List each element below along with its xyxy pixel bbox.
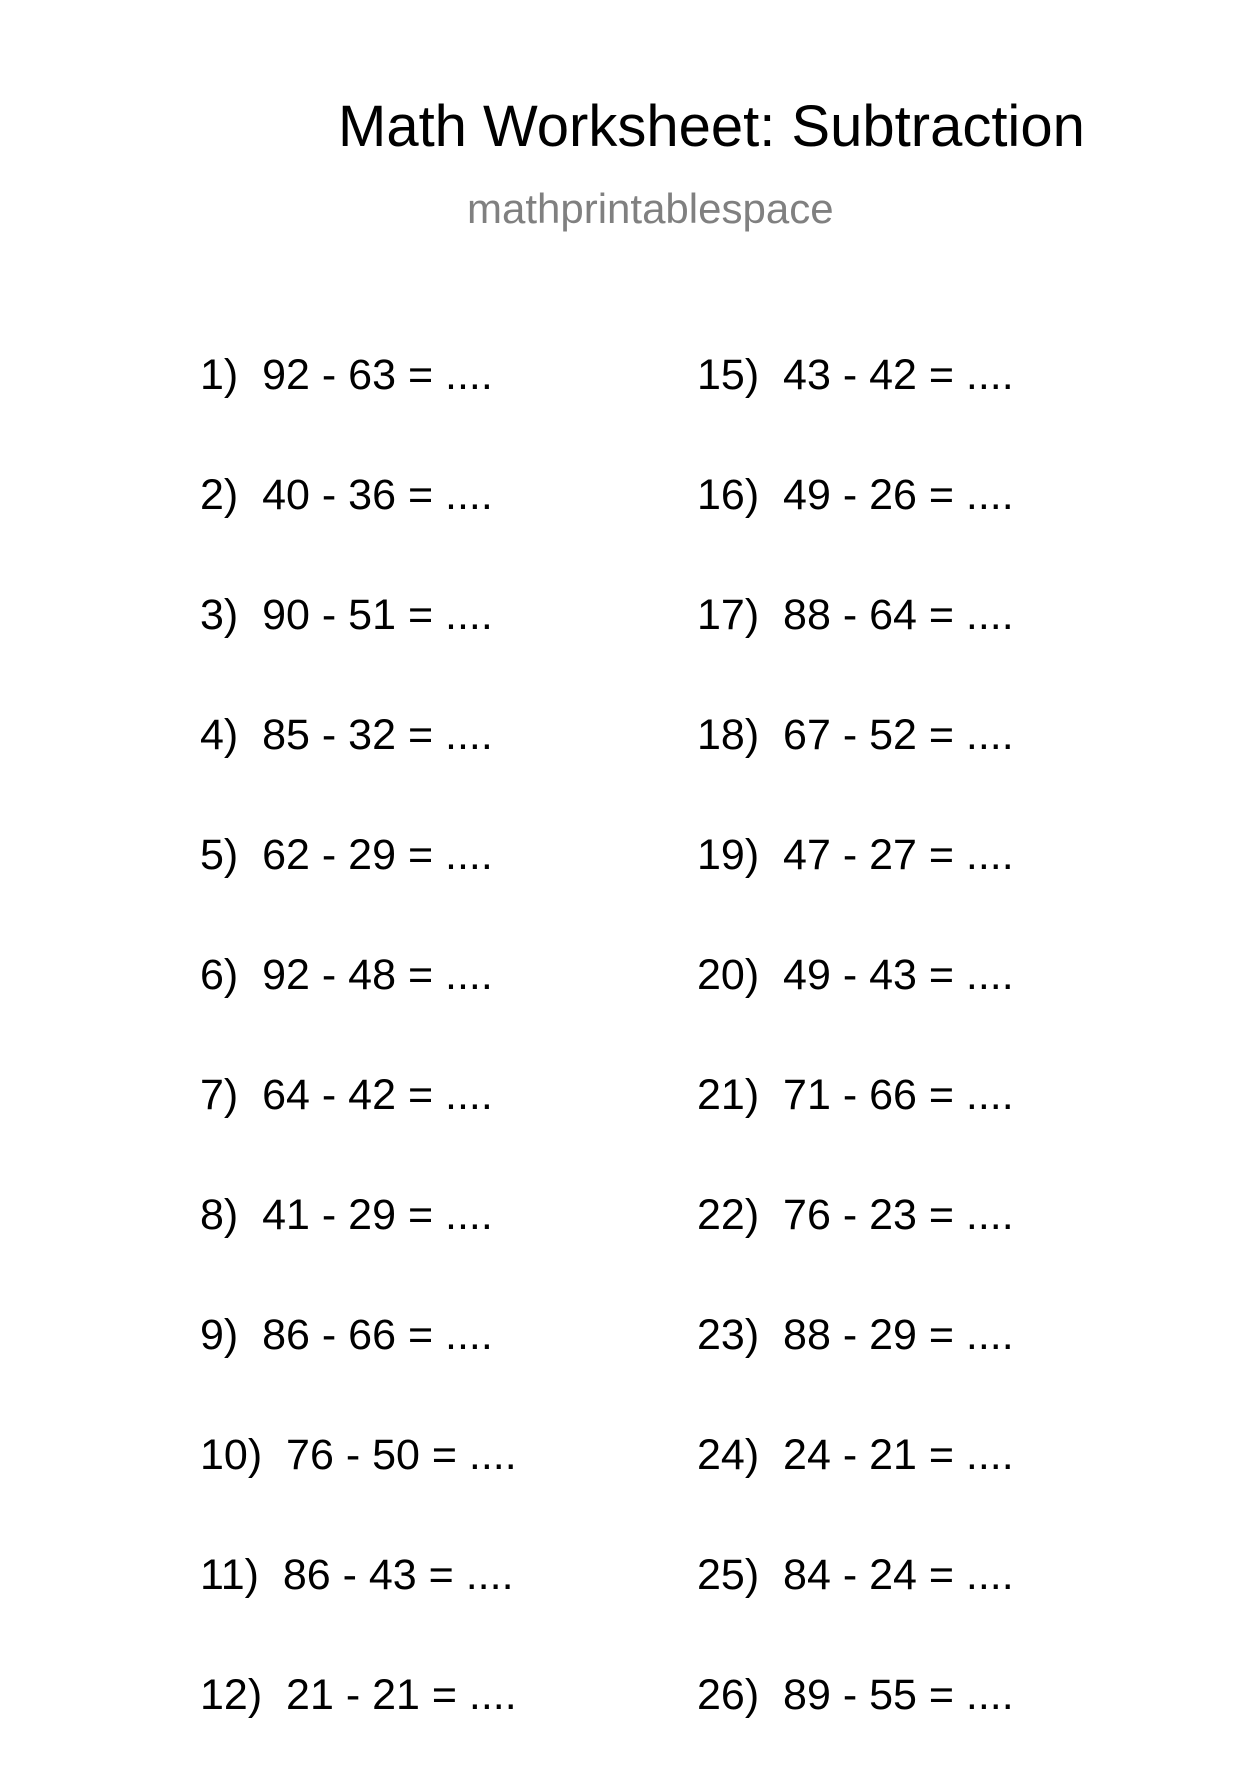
problem-item: 20) 49 - 43 = ....	[697, 951, 1014, 999]
page-title: Math Worksheet: Subtraction	[338, 94, 1085, 159]
problem-item: 26) 89 - 55 = ....	[697, 1671, 1014, 1719]
page-subtitle: mathprintablespace	[467, 185, 834, 232]
problem-column-left	[200, 350, 517, 1790]
problem-item: 15) 43 - 42 = ....	[697, 351, 1014, 399]
problem-item: 7) 64 - 42 = ....	[200, 1071, 493, 1119]
problem-item: 10) 76 - 50 = ....	[200, 1431, 517, 1479]
problem-column-right	[697, 350, 1014, 1790]
problem-item: 17) 88 - 64 = ....	[697, 591, 1014, 639]
problem-item: 9) 86 - 66 = ....	[200, 1311, 493, 1359]
problem-item: 4) 85 - 32 = ....	[200, 711, 493, 759]
problem-grid	[200, 350, 1100, 1754]
problem-item: 6) 92 - 48 = ....	[200, 951, 493, 999]
problem-item: 11) 86 - 43 = ....	[200, 1551, 514, 1599]
problem-item: 22) 76 - 23 = ....	[697, 1191, 1014, 1239]
problem-item: 1) 92 - 63 = ....	[200, 351, 493, 399]
problem-item: 18) 67 - 52 = ....	[697, 711, 1014, 759]
problem-item: 25) 84 - 24 = ....	[697, 1551, 1014, 1599]
problem-item: 8) 41 - 29 = ....	[200, 1191, 493, 1239]
problem-item: 23) 88 - 29 = ....	[697, 1311, 1014, 1359]
problem-item: 21) 71 - 66 = ....	[697, 1071, 1014, 1119]
problem-item: 16) 49 - 26 = ....	[697, 471, 1014, 519]
problem-item: 24) 24 - 21 = ....	[697, 1431, 1014, 1479]
problem-item: 5) 62 - 29 = ....	[200, 831, 493, 879]
problem-item: 19) 47 - 27 = ....	[697, 831, 1014, 879]
problem-item: 12) 21 - 21 = ....	[200, 1671, 517, 1719]
problem-item: 2) 40 - 36 = ....	[200, 471, 493, 519]
problem-item: 3) 90 - 51 = ....	[200, 591, 493, 639]
